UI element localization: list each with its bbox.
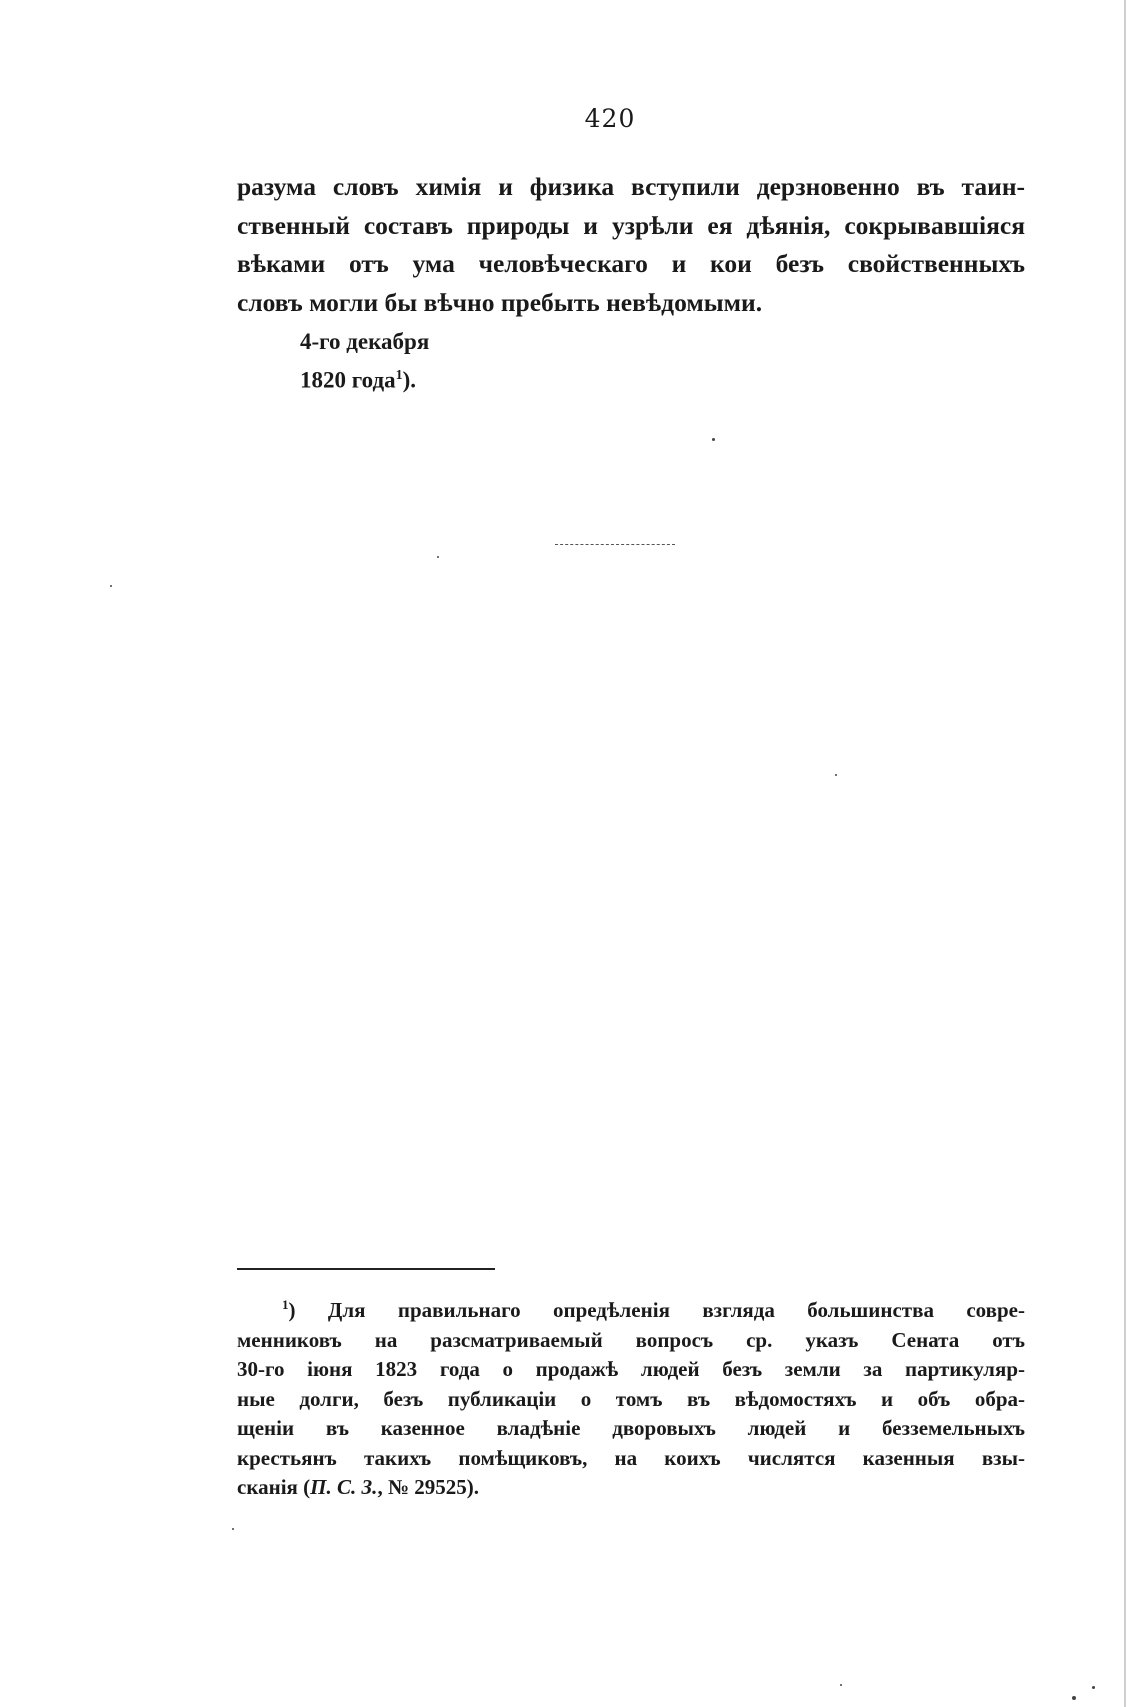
scan-speck — [1072, 1696, 1076, 1700]
footnote — [237, 1290, 1025, 1503]
dateline-year-end: ). — [402, 367, 417, 393]
page-number: 420 — [584, 104, 636, 133]
footnote-line: ные долги, безъ публикаціи о томъ въ вѣдомостяхъ и объ обра- — [237, 1386, 1025, 1411]
section-separator — [555, 544, 675, 547]
footnote-rule — [237, 1268, 495, 1270]
footnote-marker-close: ) — [288, 1298, 296, 1322]
scan-speck — [437, 556, 439, 558]
scan-speck — [712, 438, 715, 441]
footnote-line — [237, 1290, 1025, 1326]
page-edge — [1124, 0, 1126, 1707]
body-line: разума словъ химія и физика вступили дерзновенно въ таин- — [237, 172, 1025, 201]
dateline-year-text: 1820 года — [300, 367, 396, 393]
dateline-date: 4-го декабря — [300, 329, 430, 354]
scan-speck — [110, 585, 112, 587]
footnote-line-text: Для правильнаго опредѣленія взгляда большинства совре- — [327, 1298, 1025, 1322]
scan-speck — [840, 1684, 842, 1686]
dateline — [300, 325, 429, 398]
footnote-line: 30-го іюня 1823 года о продажѣ людей безъ земли за партикуляр- — [237, 1357, 1025, 1381]
footnote-reference: 1 — [395, 368, 403, 383]
footnote-marker: 1 — [282, 1297, 289, 1312]
footnote-line: щеніи въ казенное владѣніе дворовыхъ людей и безземельныхъ — [237, 1416, 1025, 1440]
dateline-year — [300, 359, 429, 398]
scan-speck — [232, 1528, 234, 1530]
scan-speck — [1092, 1686, 1095, 1689]
body-line: вѣками отъ ума человѣческаго и кои безъ свойственныхъ — [237, 249, 1025, 278]
body-paragraph — [237, 168, 1025, 322]
footnote-citation: П. С. З. — [310, 1475, 378, 1499]
body-line: словъ могли бы вѣчно пребыть невѣдомыми. — [237, 287, 763, 317]
footnote-line: крестьянъ такихъ помѣщиковъ, на коихъ числятся казенныя взы- — [237, 1445, 1025, 1470]
body-line: ственный составъ природы и узрѣли ея дѣянія, сокрывавшіяся — [237, 210, 1025, 240]
footnote-line — [237, 1473, 1025, 1503]
footnote-last-prefix: сканія ( — [237, 1475, 311, 1499]
footnote-line: менниковъ на разсматриваемый вопросъ ср. указъ Сената отъ — [237, 1327, 1025, 1352]
scan-speck — [835, 774, 837, 776]
footnote-last-suffix: , № 29525). — [377, 1475, 480, 1499]
